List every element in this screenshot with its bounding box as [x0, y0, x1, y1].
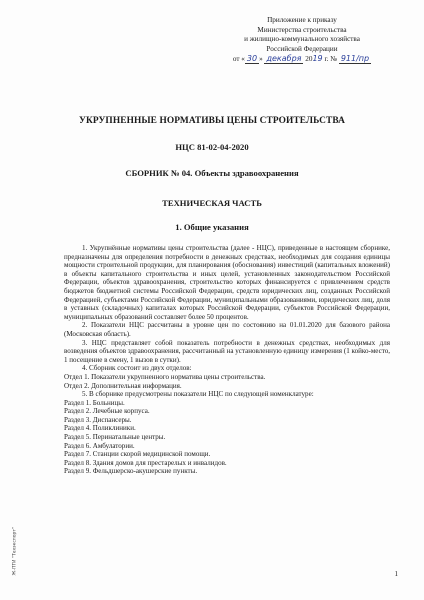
order-from: от «	[232, 55, 245, 64]
paragraph-1: 1. Укрупнённые нормативы цены строительства (далее - НЦС), приведенные в настоящем сборнике, предназначены для определения потребности в денежных средствах, необходимых для создания единицы мощности строительной продукции, для планирования (обоснования) инвестиций (капитальных вложений) в объекты капитального строительства и иных целей, установленных законодательством Российской Федерации, объектов здравоохранения, строительство которых финансируется с привлечением средств бюджетов бюджетной системы Российской Федерации, средств юридических лиц, созданных Российской Федерацией, субъектами Российской Федерации, муниципальными образованиями, юридических лиц, доля в уставных (складочных) капиталах которых Российской Федерации, субъектов Российской Федерации, муниципальных образований составляет более 50 процентов.	[64, 244, 390, 321]
division-2: Отдел 2. Дополнительная информация.	[64, 381, 182, 390]
section-list-item-3: Раздел 3. Диспансеры.	[64, 415, 132, 424]
order-year-suffix: 19	[312, 54, 323, 64]
paragraph-3: 3. НЦС представляет собой показатель потребности в денежных средствах, необходимых для возведения объектов здравоохранения, рассчитанный на установленную единицу измерения (1 койко-место, 1 посещение в смену, 1 вызов в сутки).	[64, 338, 390, 364]
order-day: 30	[246, 54, 258, 64]
document-title: УКРУПНЕННЫЕ НОРМАТИВЫ ЦЕНЫ СТРОИТЕЛЬСТВА	[78, 116, 345, 126]
appendix-line-3: и жилищно-коммунального хозяйства	[244, 35, 360, 44]
order-quote-close: »	[259, 55, 263, 64]
order-month: декабря	[266, 54, 302, 64]
section-list-item-7: Раздел 7. Станции скорой медицинской помощи.	[64, 450, 211, 459]
section-list-item-2: Раздел 2. Лечебные корпуса.	[64, 407, 150, 416]
order-year-word: г. №	[324, 55, 338, 64]
item-4: 4. Сборник состоит из двух отделов:	[82, 364, 192, 373]
section-list-item-1: Раздел 1. Больницы.	[64, 398, 125, 407]
paragraph-2: 2. Показатели НЦС рассчитаны в уровне цен по состоянию на 01.01.2020 для базового района (Московская область).	[64, 321, 390, 338]
section-list-item-9: Раздел 9. Фельдшерско-акушерские пункты.	[64, 467, 198, 476]
section-list-item-8: Раздел 8. Здания домов для престарелых и инвалидов.	[64, 458, 227, 467]
body-text	[64, 244, 390, 476]
order-date-line	[222, 54, 382, 65]
section-list-item-4: Раздел 4. Поликлиники.	[64, 424, 136, 433]
appendix-line-2: Министерства строительства	[257, 25, 347, 34]
section-list-item-6: Раздел 6. Амбулатории.	[64, 441, 135, 450]
appendix-line-1: Приложение к приказу	[267, 16, 337, 24]
side-stamp	[6, 512, 18, 576]
order-year-prefix: 20	[305, 55, 313, 64]
section-title: ТЕХНИЧЕСКАЯ ЧАСТЬ	[162, 198, 262, 208]
page-number: 1	[394, 570, 398, 578]
item-5: 5. В сборнике предусмотрены показатели НЦС по следующей номенклатуре:	[82, 390, 314, 399]
document-code: НЦС 81-02-04-2020	[175, 142, 249, 152]
collection-title: СБОРНИК № 04. Объекты здравоохранения	[125, 168, 299, 178]
section-list-item-5: Раздел 5. Перинатальные центры.	[64, 433, 166, 442]
appendix-header	[222, 16, 382, 65]
side-stamp-text: Ж-ПТИ "Техэкспорт"	[12, 526, 18, 576]
subsection-title: 1. Общие указания	[175, 222, 249, 232]
division-1: Отдел 1. Показатели укрупненного норматива цены строительства.	[64, 372, 266, 381]
appendix-line-4: Российской Федерации	[266, 44, 338, 53]
order-number: 911/пр	[340, 54, 370, 64]
